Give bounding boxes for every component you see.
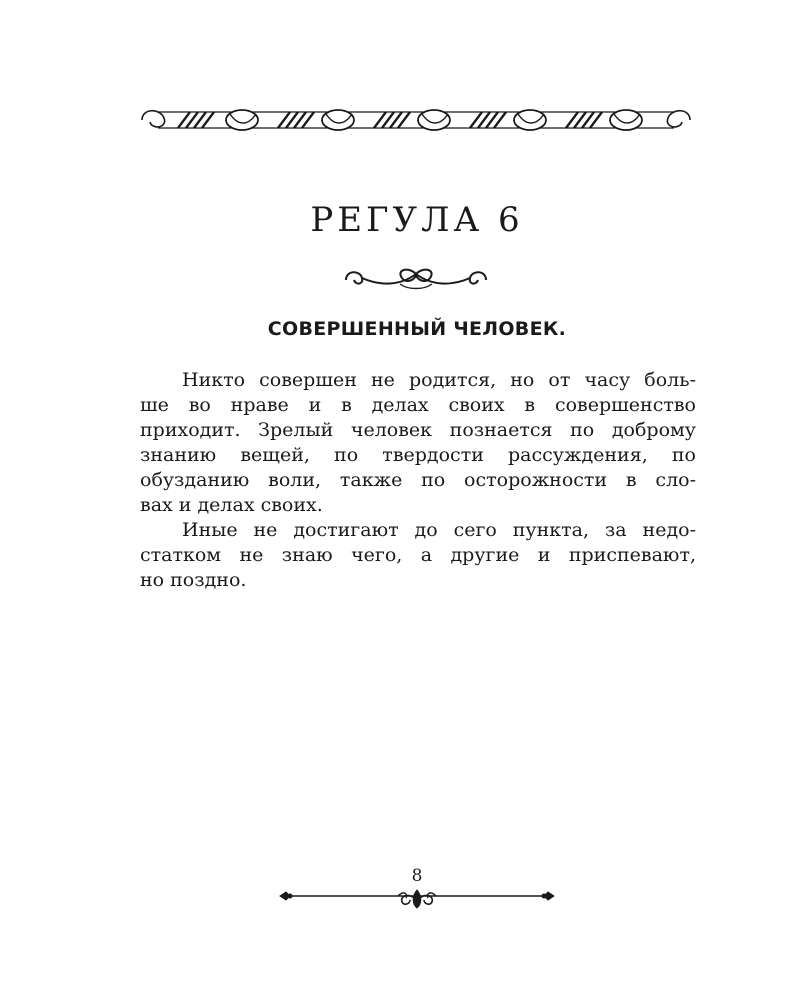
- text-line: но поздно.: [140, 569, 247, 591]
- text-line: Иные не достигают до сего пункта, за недо-: [182, 519, 696, 541]
- text-line: ше во нраве и в делах своих в совершенство: [140, 394, 696, 416]
- body-text: [140, 368, 696, 593]
- page-number: 8: [411, 866, 423, 886]
- chapter-title: РЕГУЛА 6: [310, 200, 524, 240]
- text-line: Никто совершен не родится, но от часу боль-: [182, 369, 696, 391]
- fleuron-rule-icon: [276, 882, 558, 912]
- text-line: обузданию воли, также по осторожности в сло-: [140, 469, 696, 491]
- text-line: вах и делах своих.: [140, 494, 323, 516]
- text-line: статком не знаю чего, а другие и приспевают,: [140, 544, 696, 566]
- text-line: знанию вещей, по твердости рассуждения, по: [140, 444, 696, 466]
- section-heading: СОВЕРШЕННЫЙ ЧЕЛОВЕК.: [267, 318, 567, 340]
- text-line: приходит. Зрелый человек познается по доброму: [140, 419, 696, 441]
- rope-scroll-border-icon: [138, 100, 694, 140]
- flourish-icon: [340, 262, 492, 292]
